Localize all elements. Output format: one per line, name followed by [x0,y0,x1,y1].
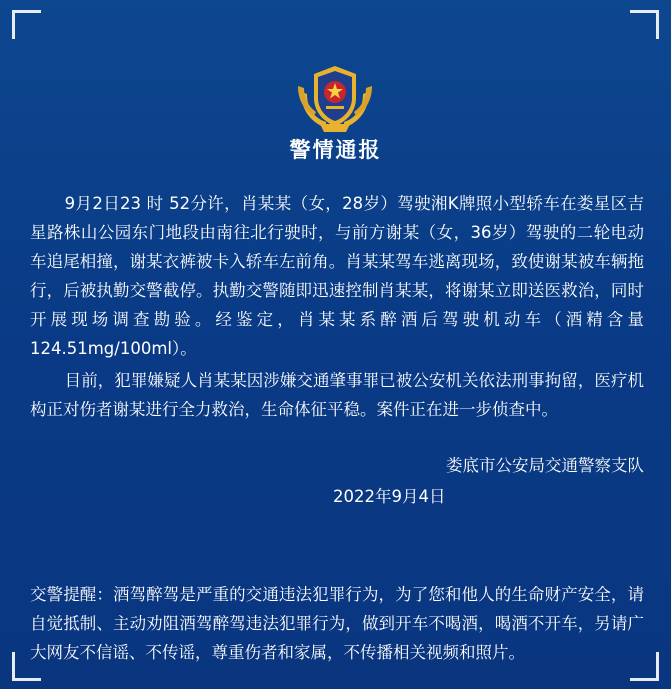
police-badge-icon [296,62,374,134]
corner-bracket-top-right [630,10,659,39]
corner-bracket-top-left [12,10,41,39]
traffic-police-reminder: 交警提醒：酒驾醉驾是严重的交通违法犯罪行为，为了您和他人的生命财产安全，请自觉抵制、主动劝阻酒驾醉驾违法犯罪行为，做到开车不喝酒，喝酒不开车，另请广大网友不信谣、不传谣，尊重伤者和家属，不传播相关视频和照片。 [30,585,644,662]
badge-ribbon [326,106,344,109]
notice-paragraph-2: 目前，犯罪嫌疑人肖某某因涉嫌交通肇事罪已被公安机关依法刑事拘留，医疗机构正对伤者谢某进行全力救治，生命体征平稳。案件正在进一步侦查中。 [30,371,644,419]
issue-date: 2022年9月4日 [333,487,446,506]
notice-title: 警情通报 [289,138,382,162]
badge-bottom-ribbon [320,124,350,132]
notice-paragraph-1: 9月2日23 时 52分许，肖某某（女，28岁）驾驶湘K牌照小型轿车在娄星区吉星路株山公园东门地段由南往北行驶时，与前方谢某（女，36岁）驾驶的二轮电动车追尾相撞，谢某衣裤被卡入轿车左前角。肖某某驾车逃离现场，致使谢某被车辆拖行，后被执勤交警截停。执勤交警随即迅速控制肖某某，将谢某立即送医救治，同时开展现场调查勘验。经鉴定，肖某某系醉酒后驾驶机动车（酒精含量124.51mg/100ml）。 [30,194,644,358]
issuer-signature: 娄底市公安局交通警察支队 [446,456,644,475]
